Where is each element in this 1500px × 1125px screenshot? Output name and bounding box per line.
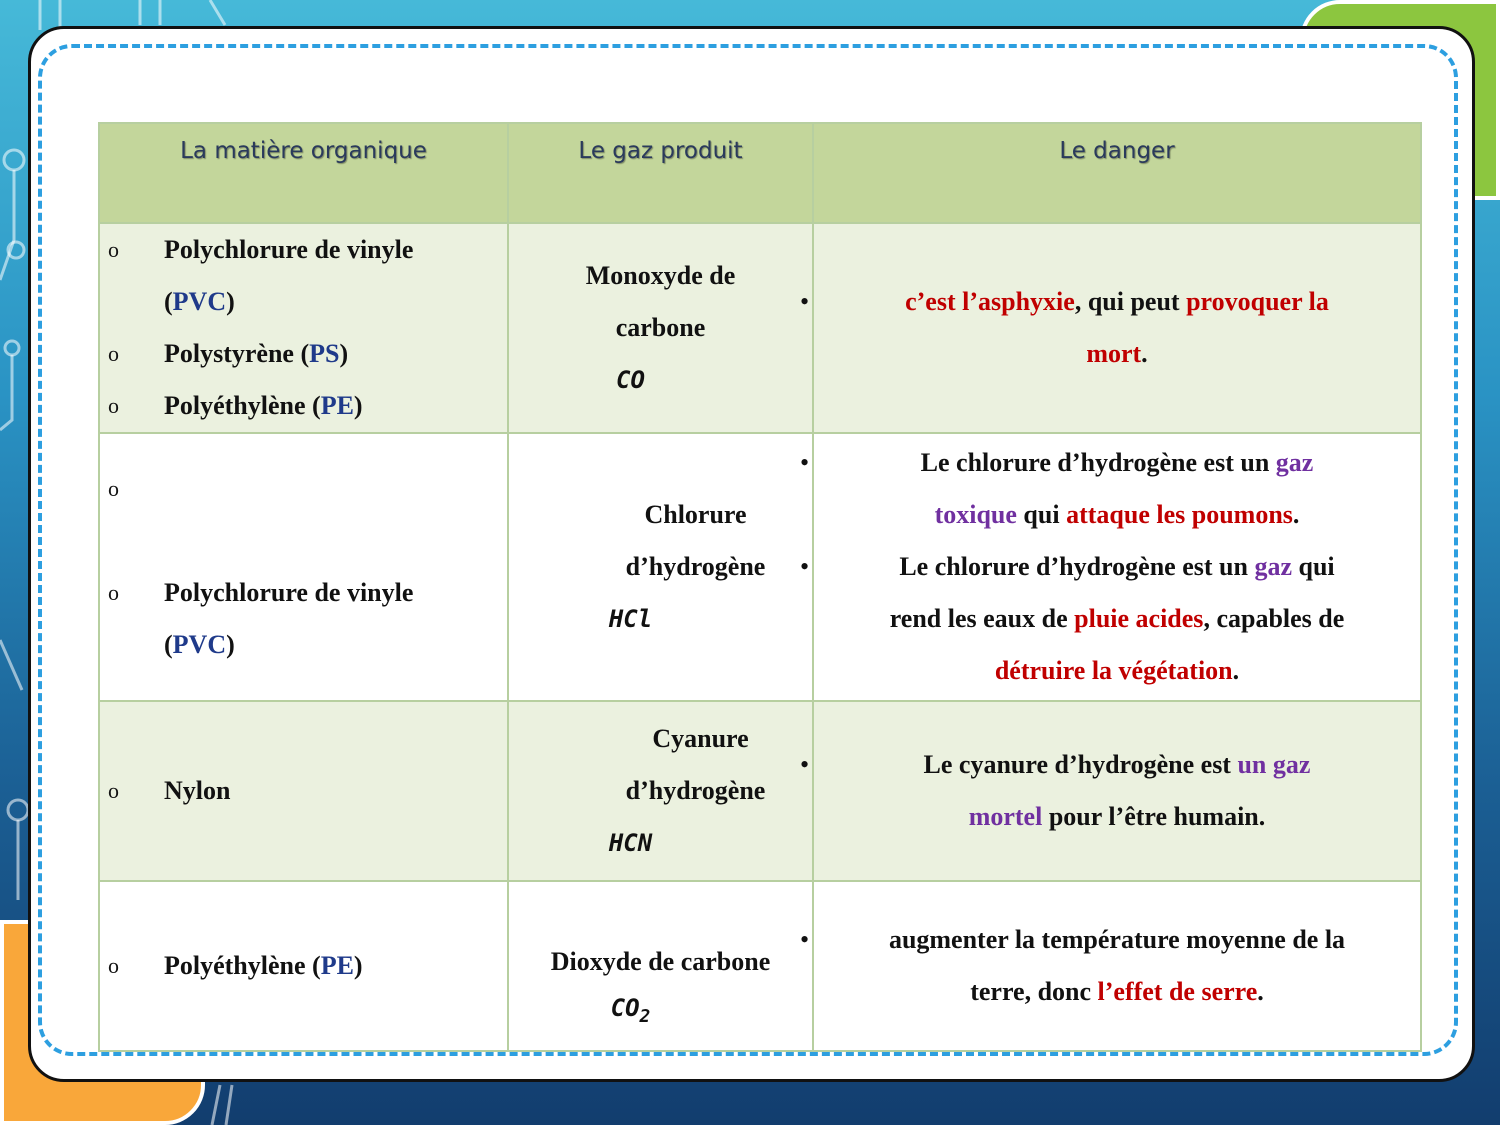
gas-formula: CO bbox=[616, 366, 645, 394]
materials-cell bbox=[99, 223, 508, 433]
header-gas-produced: Le gaz produit bbox=[508, 123, 813, 223]
materials-list bbox=[100, 940, 507, 992]
danger-cell: • c’est l’asphyxie, qui peut provoquer la mort. bbox=[813, 223, 1421, 433]
list-item bbox=[100, 463, 507, 515]
header-organic-matter: La matière organique bbox=[99, 123, 508, 223]
danger-cell: • Le chlorure d’hydrogène est un gaz toxique qui attaque les poumons. • Le chlorure d’hydrogène est un gaz qui rend les eaux de pluie acides, capables de détruire la végétation. bbox=[813, 433, 1421, 701]
materials-list bbox=[100, 765, 507, 817]
gas-cell: Monoxyde de carbone CO bbox=[508, 223, 813, 433]
table-row bbox=[99, 433, 1421, 701]
materials-cell bbox=[99, 433, 508, 701]
table-header-row bbox=[99, 123, 1421, 223]
list-item: o Nylon bbox=[100, 765, 507, 817]
list-item: o Polychlorure de vinyle (PVC) bbox=[100, 567, 507, 671]
organic-matter-gas-table bbox=[98, 122, 1422, 1052]
danger-cell: • augmenter la température moyenne de la terre, donc l’effet de serre. bbox=[813, 881, 1421, 1051]
list-item: o Polyéthylène (PE) bbox=[100, 380, 507, 432]
table-row bbox=[99, 701, 1421, 881]
list-item: o Polychlorure de vinyle (PVC) bbox=[100, 224, 507, 328]
gas-cell: Cyanure d’hydrogène HCN bbox=[508, 701, 813, 881]
materials-cell bbox=[99, 881, 508, 1051]
gas-formula: HCl bbox=[608, 605, 653, 633]
materials-cell bbox=[99, 701, 508, 881]
list-item: o Polyéthylène (PE) bbox=[100, 940, 507, 992]
table-row bbox=[99, 881, 1421, 1051]
gas-formula: HCN bbox=[608, 829, 653, 857]
gas-cell: Chlorure d’hydrogène HCl bbox=[508, 433, 813, 701]
gas-cell: Dioxyde de carbone $CO_2$ bbox=[508, 881, 813, 1051]
list-item: o Polystyrène (PS) bbox=[100, 328, 507, 380]
danger-cell: • Le cyanure d’hydrogène est un gaz mortel pour l’être humain. bbox=[813, 701, 1421, 881]
header-danger: Le danger bbox=[813, 123, 1421, 223]
table-row bbox=[99, 223, 1421, 433]
gas-formula: $CO_2$ bbox=[610, 993, 651, 1027]
materials-list bbox=[100, 224, 507, 432]
materials-list bbox=[100, 463, 507, 671]
